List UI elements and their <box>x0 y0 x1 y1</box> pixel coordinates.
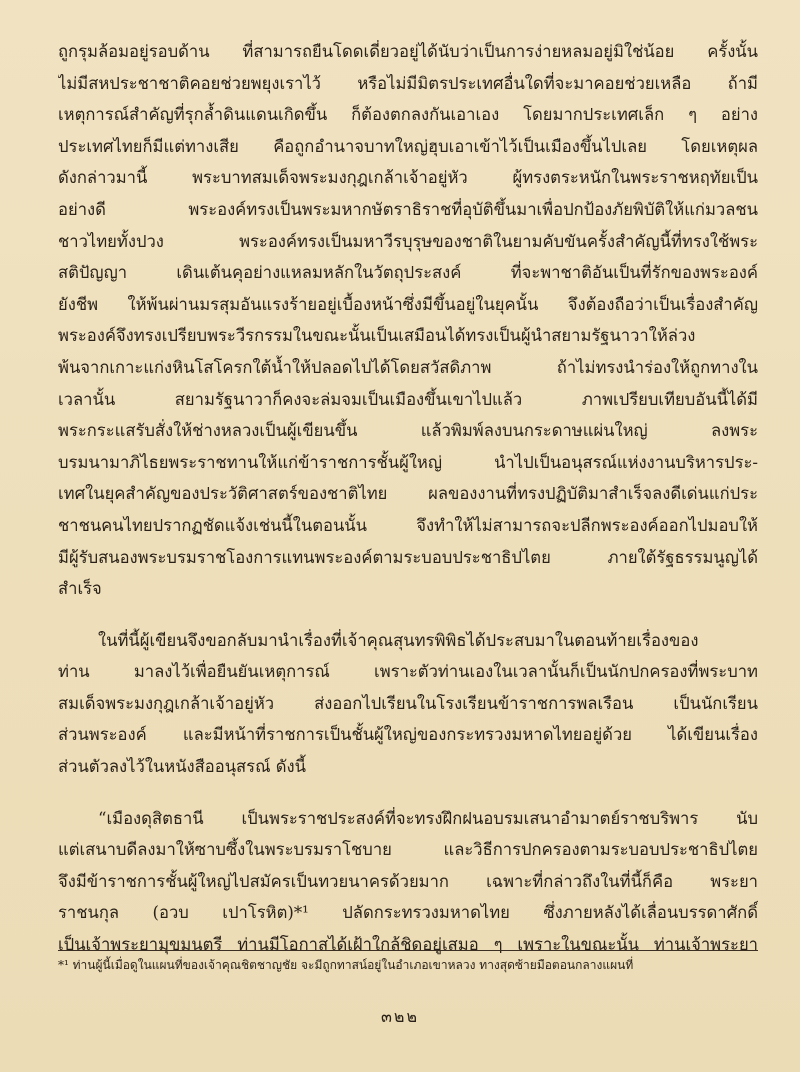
text-line: ถูกรุมล้อมอยู่รอบด้าน ที่สามารถยืนโดดเดี่ยวอยู่ได้นับว่าเป็นการง่ายหลมอยู่มิใช่น้อย ครั้งนั้น <box>58 42 758 61</box>
text-line: พ้นจากเกาะแก่งหินโสโครกใต้น้ำให้ปลอดไปได้โดยสวัสดิภาพ ถ้าไม่ทรงนำร่องให้ถูกทางใน <box>58 357 758 377</box>
text-line: บรมนามาภิไธยพระราชทานให้แก่ข้าราชการชั้นผู้ใหญ่ นำไปเป็นอนุสรณ์แห่งงานบริหารประ- <box>58 452 758 472</box>
text-line: ในที่นี้ผู้เขียนจึงขอกลับมานำเรื่องที่เจ้าคุณสุนทรพิพิธได้ประสบมาในตอนท้ายเรื่องของ <box>98 630 699 650</box>
paragraph-3-quote <box>58 803 758 961</box>
text-line: ส่วนพระองค์ และมีหน้าที่ราชการเป็นชั้นผู้ใหญ่ของกระทรวงมหาดไทยอยู่ด้วย ได้เขียนเรื่อง <box>58 725 758 745</box>
text-line: เวลานั้น สยามรัฐนาวาก็คงจะล่มจมเป็นเมืองขึ้นเขาไปแล้ว ภาพเปรียบเทียบอันนี้ได้มี <box>58 389 758 409</box>
text-line: “เมืองดุสิตธานี เป็นพระราชประสงค์ที่จะทรงฝึกฝนอบรมเสนาอำมาตย์ราชบริพาร นับ <box>98 808 758 828</box>
text-line: พระกระแสรับสั่งให้ช่างหลวงเป็นผู้เขียนขึ้น แล้วพิมพ์ลงบนกระดาษแผ่นใหญ่ ลงพระ <box>58 421 758 441</box>
text-line: ยังชีพ ให้พ้นผ่านมรสุมอันแรงร้ายอยู่เบื้องหน้าซึ่งมีขึ้นอยู่ในยุคนั้น จึงต้องถือว่าเป็นเรื่องสำคัญ <box>58 294 758 314</box>
text-line: มีผู้รับสนองพระบรมราชโองการแทนพระองค์ตามระบอบประชาธิปไตย ภายใต้รัฐธรรมนูญได้ <box>58 547 758 567</box>
text-line: ท่าน มาลงไว้เพื่อยืนยันเหตุการณ์ เพราะตัวท่านเองในเวลานั้นก็เป็นนักปกครองที่พระบาท <box>58 662 758 682</box>
paragraph-gap <box>58 783 758 803</box>
footnote: *¹ ท่านผู้นี้เมื่อดูในแผนที่ของเจ้าคุณชิตชาญชัย จะมีถูกทาสน์อยู่ในอำเภอเขาหลวง ทางสุดซ้ายมือตอนกลางแผนที่ <box>58 958 634 972</box>
text-line: เทศในยุคสำคัญของประวัติศาสตร์ของชาติไทย ผลของงานที่ทรงปฏิบัติมาสำเร็จลงดีเด่นแก่ประ <box>58 484 758 504</box>
text-line: ชาวไทยทั้งปวง พระองค์ทรงเป็นมหาวีรบุรุษของชาติในยามคับขันครั้งสำคัญนี้ที่ทรงใช้พระ <box>58 231 758 251</box>
paragraph-2 <box>58 625 758 783</box>
text-line: สมเด็จพระมงกุฎเกล้าเจ้าอยู่หัว ส่งออกไปเรียนในโรงเรียนข้าราชการพลเรือน เป็นนักเรียน <box>58 693 758 713</box>
text-line: เป็นเจ้าพระยามุขมนตรี ท่านมีโอกาสได้เฝ้าใกล้ชิดอยู่เสมอ ๆ เพราะในขณะนั้น ท่านเจ้าพระยา <box>58 935 758 955</box>
text-line: ดังกล่าวมานี้ พระบาทสมเด็จพระมงกุฎเกล้าเจ้าอยู่หัว ผู้ทรงตระหนักในพระราชหฤทัยเป็น <box>58 168 758 188</box>
text-line: อย่างดี พระองค์ทรงเป็นพระมหากษัตราธิราชที่อุบัติขึ้นมาเพื่อปกป้องภัยพิบัติให้แก่มวลชน <box>58 199 758 219</box>
paragraph-gap <box>58 605 758 625</box>
paragraph-1 <box>58 36 758 605</box>
text-line: แต่เสนาบดีลงมาให้ซาบซึ้งในพระบรมราโชบาย และวิธีการปกครองตามระบอบประชาธิปไตย <box>58 840 758 860</box>
text-line: ประเทศไทยก็มีแต่ทางเสีย คือถูกอำนาจบาทใหญ่ฮุบเอาเข้าไว้เป็นเมืองขึ้นไปเลย โดยเหตุผล <box>58 136 758 156</box>
text-line: สติปัญญา เดินเต้นคุอย่างแหลมหลักในวัตถุประสงค์ ที่จะพาชาติอันเป็นที่รักของพระองค์ <box>58 263 758 283</box>
text-line: เหตุการณ์สำคัญที่รุกล้ำดินแดนเกิดขึ้น ก็ต้องตกลงกันเอาเอง โดยมากประเทศเล็ก ๆ อย่าง <box>58 105 758 125</box>
page-number: ๓๒๒ <box>380 1007 420 1026</box>
text-line: ส่วนตัวลงไว้ในหนังสืออนุสรณ์ ดังนี้ <box>58 757 306 777</box>
body-text <box>58 36 758 961</box>
text-line: ไม่มีสหประชาชาติคอยช่วยพยุงเราไว้ หรือไม่มีมิตรประเทศอื่นใดที่จะมาคอยช่วยเหลือ ถ้ามี <box>58 73 758 93</box>
footnote-divider <box>58 950 758 951</box>
text-line: สำเร็จ <box>58 579 102 599</box>
text-line: ชาชนคนไทยปรากฏชัดแจ้งเช่นนี้ในตอนนั้น จึงทำให้ไม่สามารถจะปลีกพระองค์ออกไปมอบให้ <box>58 515 758 535</box>
text-line: จึงมีข้าราชการชั้นผู้ใหญ่ไปสมัครเป็นทวยนาครด้วยมาก เฉพาะที่กล่าวถึงในที่นี้ก็คือ พระยา <box>58 871 758 891</box>
text-line: พระองค์จึงทรงเปรียบพระวีรกรรมในขณะนั้นเป็นเสมือนได้ทรงเป็นผู้นำสยามรัฐนาวาให้ล่วง <box>58 326 696 346</box>
text-line: ราชนกุล (อวบ เปาโรหิต)*¹ ปลัดกระทรวงมหาดไทย ซึ่งภายหลังได้เลื่อนบรรดาศักดิ์ <box>58 903 758 923</box>
